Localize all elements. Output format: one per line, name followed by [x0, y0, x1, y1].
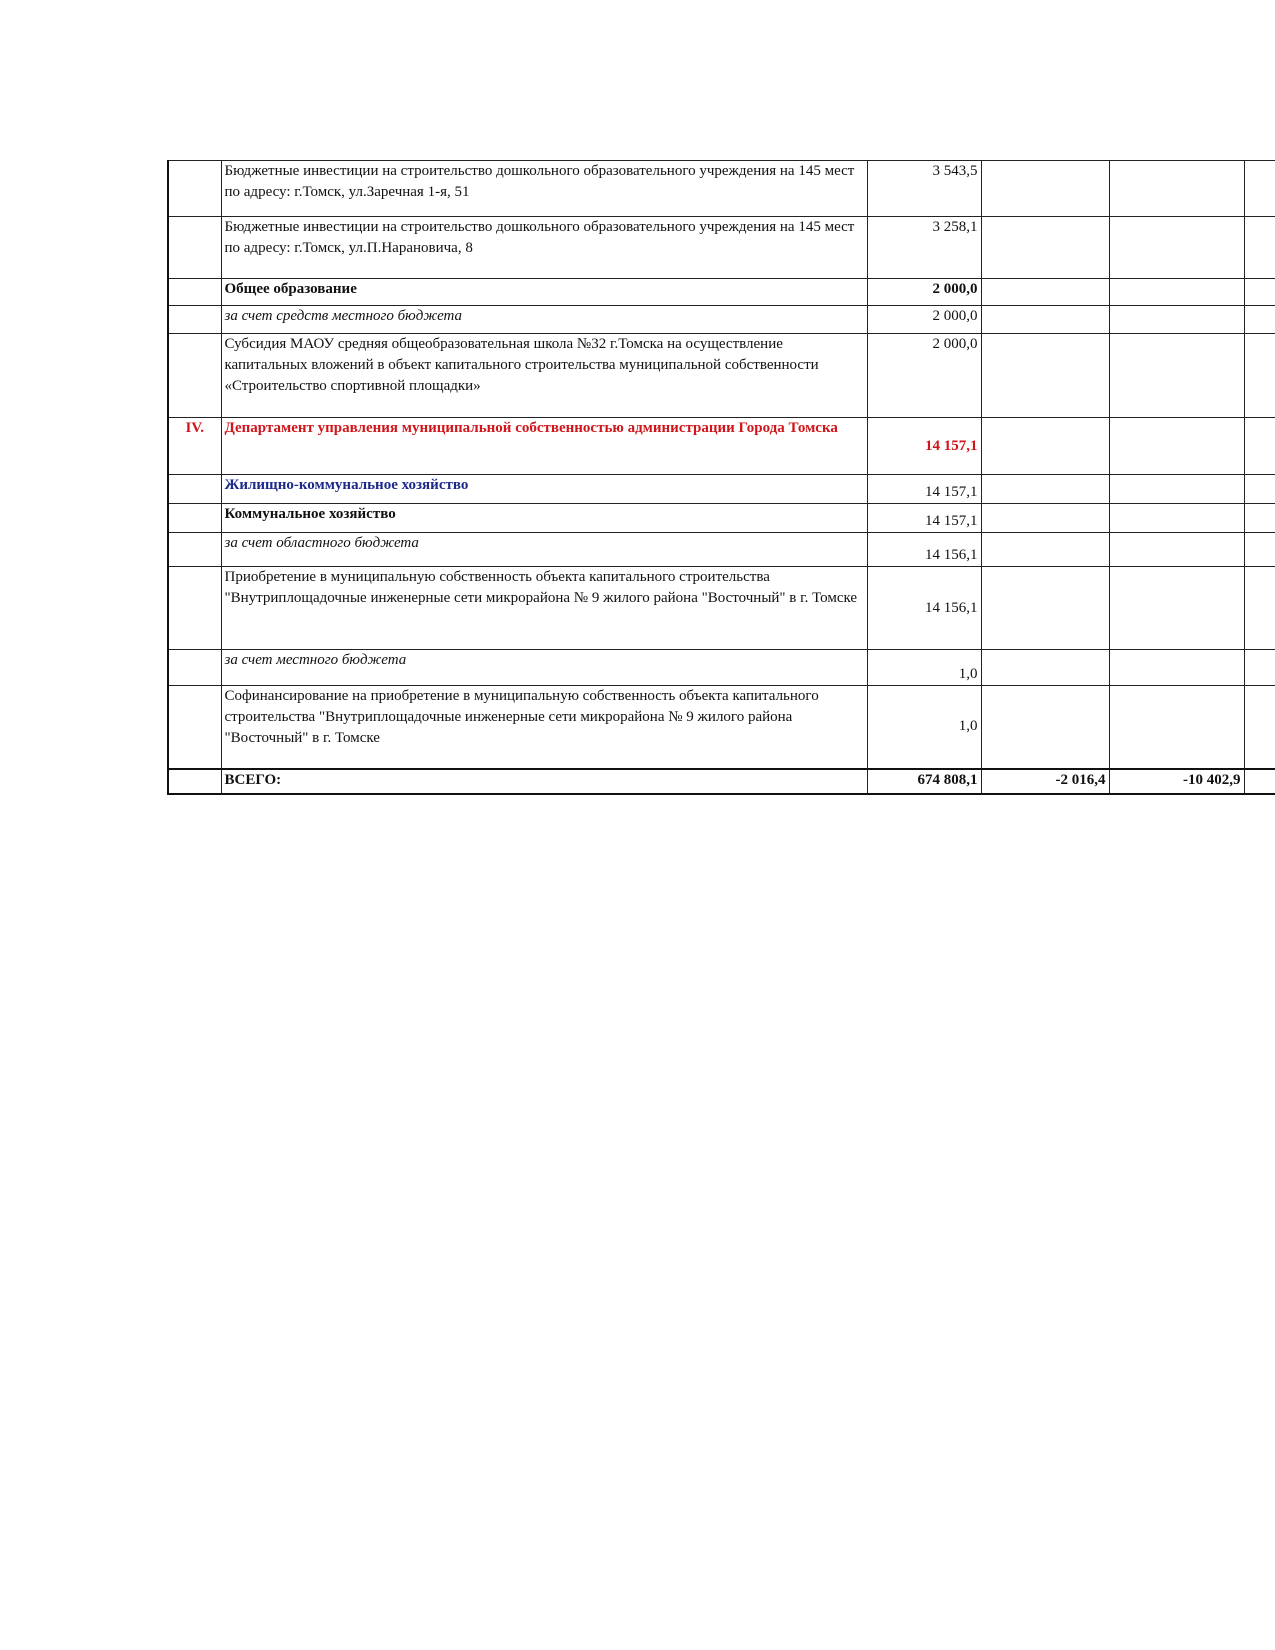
row-number: [168, 334, 221, 418]
row-value-4: [1244, 504, 1275, 533]
row-value-4: [1244, 279, 1275, 306]
row-value-2: [981, 650, 1109, 686]
table-row: [168, 533, 1275, 567]
row-value-1: 2 000,0: [867, 334, 981, 418]
total-value-4: [1244, 769, 1275, 794]
row-number: [168, 769, 221, 794]
row-number: [168, 306, 221, 334]
row-value-1: 1,0: [867, 650, 981, 686]
row-number: [168, 217, 221, 279]
row-value-3: [1109, 504, 1244, 533]
row-value-2: [981, 567, 1109, 650]
row-value-3: [1109, 650, 1244, 686]
row-number: IV.: [168, 418, 221, 475]
row-number: [168, 650, 221, 686]
row-number: [168, 504, 221, 533]
row-value-3: [1109, 279, 1244, 306]
table-row: [168, 567, 1275, 650]
total-value-2: -2 016,4: [981, 769, 1109, 794]
row-value-2: [981, 533, 1109, 567]
row-value-4: [1244, 217, 1275, 279]
budget-table: [167, 160, 1275, 795]
row-number: [168, 686, 221, 769]
row-value-3: [1109, 686, 1244, 769]
row-name: за счет средств местного бюджета: [221, 306, 867, 334]
table-row: [168, 334, 1275, 418]
row-name: Приобретение в муниципальную собственность объекта капитального строительства "Внутриплощадочные инженерные сети микрорайона № 9 жилого района "Восточный" в г. Томске: [221, 567, 867, 650]
row-value-1: 14 157,1: [867, 504, 981, 533]
row-value-2: [981, 334, 1109, 418]
total-value-1: 674 808,1: [867, 769, 981, 794]
row-value-2: [981, 306, 1109, 334]
row-value-1: 2 000,0: [867, 306, 981, 334]
row-value-4: [1244, 686, 1275, 769]
row-value-1: 3 543,5: [867, 161, 981, 217]
row-name: Общее образование: [221, 279, 867, 306]
row-value-3: [1109, 533, 1244, 567]
row-value-4: [1244, 418, 1275, 475]
row-name: Субсидия МАОУ средняя общеобразовательная школа №32 г.Томска на осуществление капитальных вложений в объект капитального строительства муниципальной собственности «Строительство спортивной площадки»: [221, 334, 867, 418]
row-value-3: [1109, 567, 1244, 650]
row-name: Бюджетные инвестиции на строительство дошкольного образовательного учреждения на 145 мест по адресу: г.Томск, ул.П.Нарановича, 8: [221, 217, 867, 279]
row-value-4: [1244, 650, 1275, 686]
row-value-1: 14 156,1: [867, 533, 981, 567]
row-number: [168, 533, 221, 567]
total-value-3: -10 402,9: [1109, 769, 1244, 794]
row-name: Коммунальное хозяйство: [221, 504, 867, 533]
row-value-3: [1109, 475, 1244, 504]
row-value-3: [1109, 217, 1244, 279]
budget-sheet: [167, 160, 1275, 811]
row-value-4: [1244, 334, 1275, 418]
row-value-1: 1,0: [867, 686, 981, 769]
row-name: Софинансирование на приобретение в муниципальную собственность объекта капитального строительства "Внутриплощадочные инженерные сети микрорайона № 9 жилого района "Восточный" в г. Томске: [221, 686, 867, 769]
row-value-2: [981, 279, 1109, 306]
row-value-1: 14 157,1: [867, 475, 981, 504]
row-value-2: [981, 418, 1109, 475]
row-value-1: 2 000,0: [867, 279, 981, 306]
row-value-3: [1109, 418, 1244, 475]
row-value-2: [981, 161, 1109, 217]
row-value-2: [981, 475, 1109, 504]
row-number: [168, 279, 221, 306]
row-name: Бюджетные инвестиции на строительство дошкольного образовательного учреждения на 145 мест по адресу: г.Томск, ул.Заречная 1-я, 51: [221, 161, 867, 217]
row-value-2: [981, 217, 1109, 279]
table-row: [168, 504, 1275, 533]
table-row: [168, 650, 1275, 686]
row-value-2: [981, 504, 1109, 533]
row-value-1: 14 157,1: [867, 418, 981, 475]
row-number: [168, 475, 221, 504]
row-number: [168, 161, 221, 217]
table-row: [168, 475, 1275, 504]
table-row: [168, 686, 1275, 769]
row-value-3: [1109, 161, 1244, 217]
row-value-4: [1244, 475, 1275, 504]
row-name: Департамент управления муниципальной собственностью администрации Города Томска: [221, 418, 867, 475]
table-row: [168, 279, 1275, 306]
row-number: [168, 567, 221, 650]
row-value-4: [1244, 567, 1275, 650]
table-row: [168, 217, 1275, 279]
row-value-4: [1244, 161, 1275, 217]
row-value-3: [1109, 334, 1244, 418]
row-value-2: [981, 686, 1109, 769]
row-value-3: [1109, 306, 1244, 334]
row-value-1: 3 258,1: [867, 217, 981, 279]
row-name: за счет областного бюджета: [221, 533, 867, 567]
row-name: за счет местного бюджета: [221, 650, 867, 686]
table-row: [168, 306, 1275, 334]
row-value-4: [1244, 306, 1275, 334]
row-name: Жилищно-коммунальное хозяйство: [221, 475, 867, 504]
row-value-1: 14 156,1: [867, 567, 981, 650]
row-value-4: [1244, 533, 1275, 567]
table-row: [168, 161, 1275, 217]
total-row: [168, 769, 1275, 794]
total-label: ВСЕГО:: [221, 769, 867, 794]
table-row: [168, 418, 1275, 475]
